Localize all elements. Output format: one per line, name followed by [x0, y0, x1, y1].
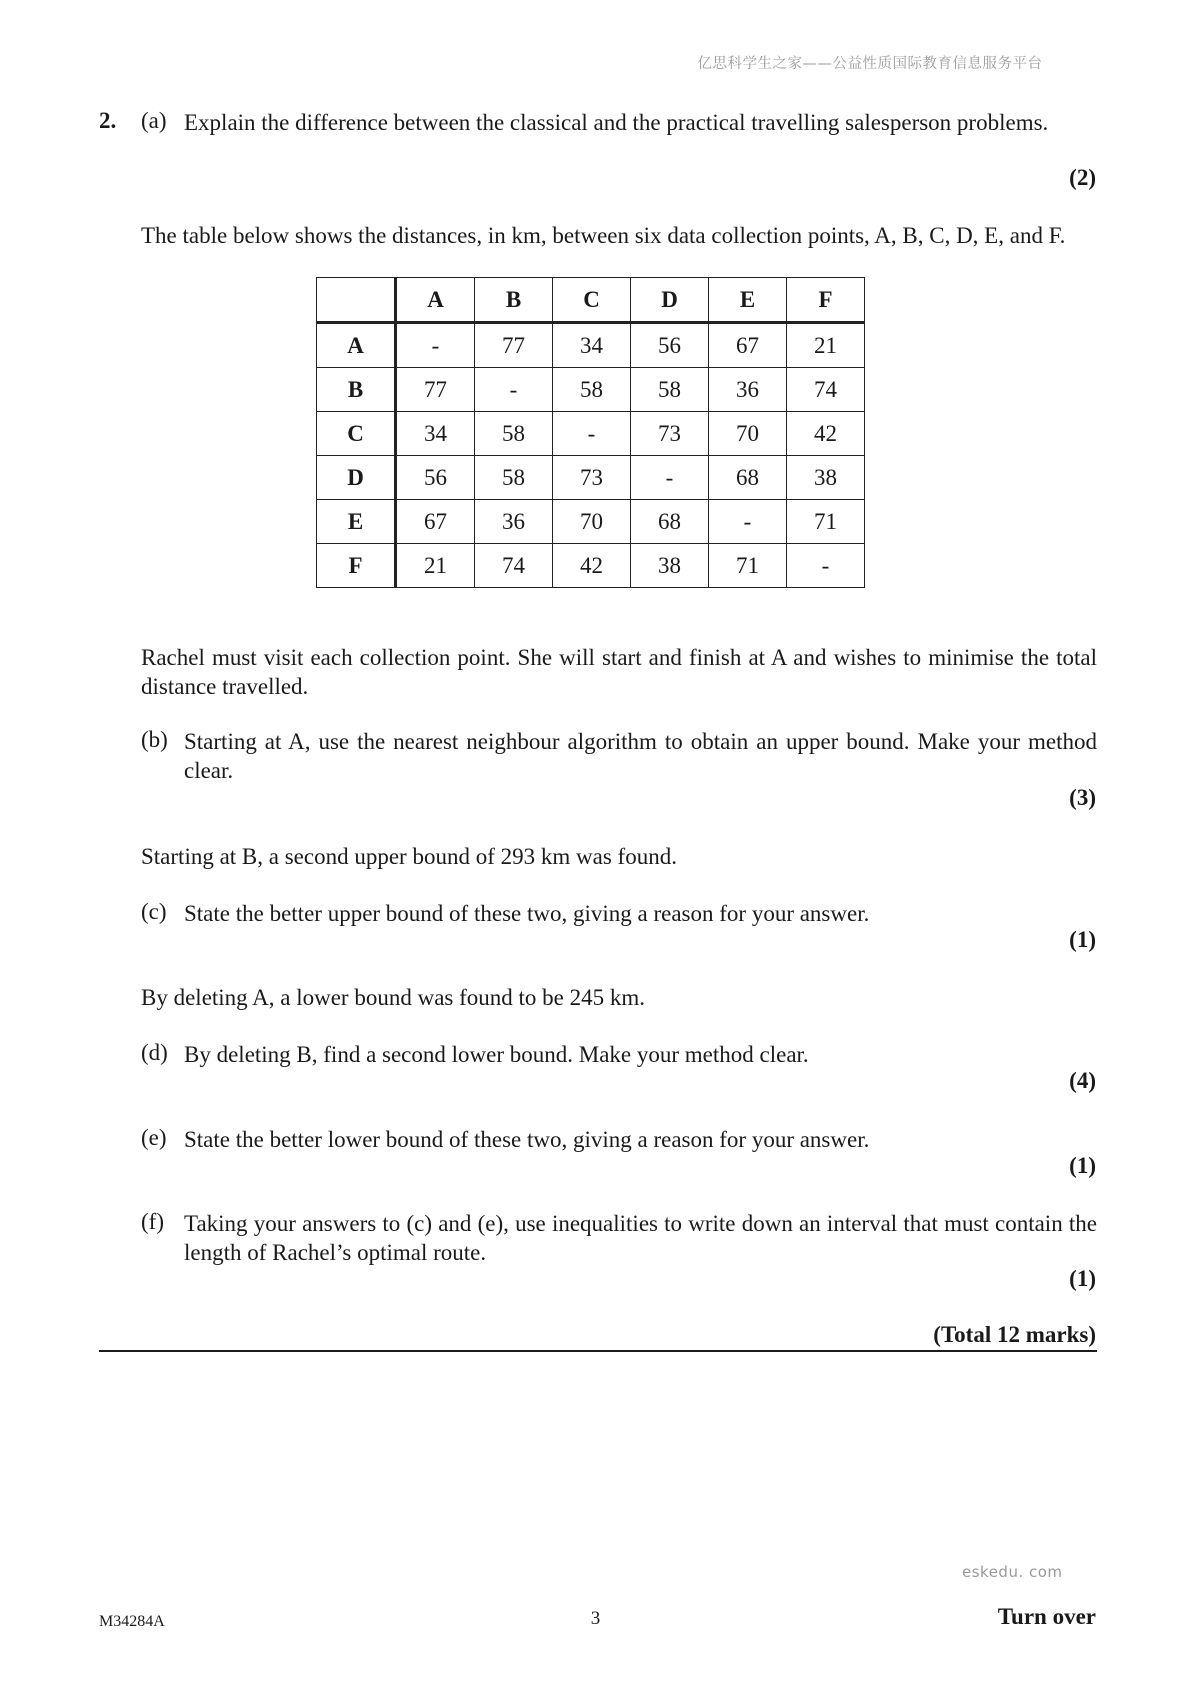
- table-cell: 58: [475, 456, 553, 500]
- table-cell: 77: [396, 368, 475, 412]
- part-a-marks: (2): [1069, 165, 1096, 190]
- column-header: A: [396, 278, 475, 323]
- part-d-letter: (d): [141, 1040, 168, 1065]
- second-upper-bound-text: Starting at B, a second upper bound of 293 km was found.: [141, 844, 677, 869]
- column-header: C: [553, 278, 631, 323]
- turn-over-label: Turn over: [997, 1604, 1096, 1629]
- table-header-row: [317, 278, 865, 323]
- table-cell: 74: [787, 368, 865, 412]
- part-d-text: By deleting B, find a second lower bound. Make your method clear.: [184, 1042, 809, 1067]
- part-e-letter: (e): [141, 1125, 167, 1150]
- table-cell: -: [787, 544, 865, 588]
- table-cell: -: [475, 368, 553, 412]
- table-row: [317, 323, 865, 368]
- table-cell: 74: [475, 544, 553, 588]
- site-watermark: eskedu. com: [962, 1563, 1063, 1581]
- part-a-letter: (a): [141, 108, 167, 133]
- table-cell: 70: [709, 412, 787, 456]
- part-b-letter: (b): [141, 727, 168, 752]
- part-a-text: Explain the difference between the classical and the practical travelling salesperson problems.: [184, 110, 1049, 135]
- table-cell: 42: [553, 544, 631, 588]
- table-cell: 58: [631, 368, 709, 412]
- table-cell: 70: [553, 500, 631, 544]
- table-cell: 68: [631, 500, 709, 544]
- table-row: [317, 368, 865, 412]
- part-d-marks: (4): [1069, 1068, 1096, 1093]
- table-cell: 67: [396, 500, 475, 544]
- part-c-letter: (c): [141, 899, 167, 924]
- row-header: B: [317, 368, 396, 412]
- part-b-text: Starting at A, use the nearest neighbour algorithm to obtain an upper bound. Make your method clear.: [184, 729, 1097, 783]
- table-cell: -: [396, 323, 475, 368]
- table-cell: 21: [787, 323, 865, 368]
- part-f-letter: (f): [141, 1209, 164, 1234]
- section-divider: [99, 1350, 1097, 1352]
- column-header: E: [709, 278, 787, 323]
- table-cell: 77: [475, 323, 553, 368]
- paper-code: M34284A: [99, 1613, 165, 1630]
- part-f-text: Taking your answers to (c) and (e), use inequalities to write down an interval that must contain the length of Rachel’s optimal route.: [184, 1211, 1097, 1265]
- table-cell: 34: [553, 323, 631, 368]
- part-e-marks: (1): [1069, 1153, 1096, 1178]
- table-cell: 36: [475, 500, 553, 544]
- table-cell: 38: [631, 544, 709, 588]
- table-cell: 42: [787, 412, 865, 456]
- rachel-paragraph: Rachel must visit each collection point. She will start and finish at A and wishes to minimise the total distance travelled.: [141, 645, 1097, 699]
- distance-table: [316, 277, 865, 588]
- table-cell: 38: [787, 456, 865, 500]
- table-cell: 56: [396, 456, 475, 500]
- part-c-marks: (1): [1069, 927, 1096, 952]
- total-marks: (Total 12 marks): [933, 1322, 1096, 1347]
- table-row: [317, 456, 865, 500]
- table-cell: 58: [475, 412, 553, 456]
- part-b-marks: (3): [1069, 785, 1096, 810]
- table-cell: 73: [631, 412, 709, 456]
- row-header: E: [317, 500, 396, 544]
- table-row: [317, 412, 865, 456]
- table-cell: 36: [709, 368, 787, 412]
- table-cell: -: [631, 456, 709, 500]
- watermark-text: 亿思科学生之家——公益性质国际教育信息服务平台: [697, 56, 1043, 72]
- table-cell: 71: [709, 544, 787, 588]
- table-row: [317, 500, 865, 544]
- column-header: B: [475, 278, 553, 323]
- table-cell: 58: [553, 368, 631, 412]
- table-cell: 34: [396, 412, 475, 456]
- table-cell: 21: [396, 544, 475, 588]
- part-f-marks: (1): [1069, 1266, 1096, 1291]
- row-header: A: [317, 323, 396, 368]
- table-cell: -: [709, 500, 787, 544]
- table-cell: 56: [631, 323, 709, 368]
- page-number: 3: [590, 1608, 601, 1629]
- table-row: [317, 544, 865, 588]
- row-header: D: [317, 456, 396, 500]
- column-header: D: [631, 278, 709, 323]
- table-cell: 73: [553, 456, 631, 500]
- lower-bound-text: By deleting A, a lower bound was found to be 245 km.: [141, 985, 646, 1010]
- table-corner-cell: [317, 278, 396, 323]
- table-cell: 67: [709, 323, 787, 368]
- table-cell: -: [553, 412, 631, 456]
- table-cell: 68: [709, 456, 787, 500]
- row-header: F: [317, 544, 396, 588]
- column-header: F: [787, 278, 865, 323]
- row-header: C: [317, 412, 396, 456]
- part-e-text: State the better lower bound of these two, giving a reason for your answer.: [184, 1127, 870, 1152]
- part-c-text: State the better upper bound of these two, giving a reason for your answer.: [184, 901, 870, 926]
- table-cell: 71: [787, 500, 865, 544]
- table-intro: The table below shows the distances, in km, between six data collection points, A, B, C, D, E, and F.: [141, 223, 1066, 248]
- question-number: 2.: [99, 108, 117, 133]
